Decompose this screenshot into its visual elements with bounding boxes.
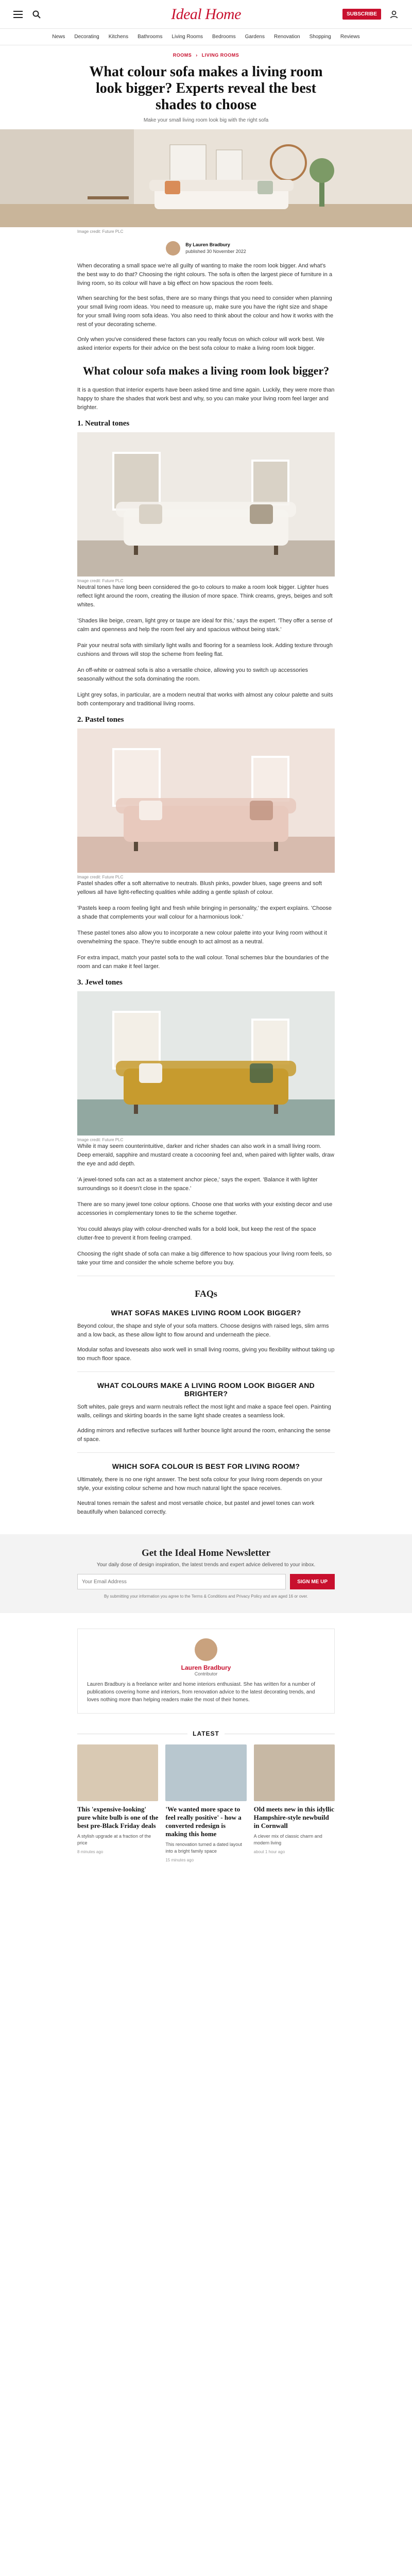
card-timestamp: 15 minutes ago (165, 1858, 194, 1862)
latest-card[interactable] (77, 1744, 158, 1862)
sofa-illustration (77, 728, 335, 873)
nav-item[interactable]: Reviews (340, 34, 360, 40)
divider (77, 1371, 335, 1372)
section-paragraph: 'Pastels keep a room feeling light and fresh while bringing in personality,' the expert explains. 'Choose a shade that complements your wall colour for a harmonious look.' (77, 905, 332, 920)
section-image (77, 432, 335, 577)
intro-paragraph: When searching for the best sofas, there are so many things that you need to consider when planning your small living room ideas. You need to measure up, make sure you have the right size and shape for your small living room sofa ideas. You also need to think about the colour and how it works with the rest of your decorating scheme. (77, 295, 334, 328)
newsletter-fine-print: By submitting your information you agree to the Terms & Conditions and Privacy Policy and are aged 16 or over. (104, 1594, 308, 1599)
article (0, 53, 412, 1517)
section-paragraph: Neutral tones have long been considered the go-to colours to make a room look bigger. Lighter hues reflect light around the room, creating the illusion of more space. Think creams, greys, beiges and soft whites. (77, 584, 333, 608)
site-header (0, 0, 412, 29)
latest-card[interactable] (254, 1744, 335, 1862)
section-paragraph: While it may seem counterintuitive, darker and richer shades can also work in a small living room. Deep emerald, sapphire and mustard create a cocooning feel and, when paired with lighter walls, draw the eye and add depth. (77, 1143, 334, 1167)
section-heading: What colour sofa makes a living room look bigger? (82, 364, 330, 377)
section-paragraph: 'A jewel-toned sofa can act as a statement anchor piece,' says the expert. 'Balance it with lighter surroundings so it doesn't close in the space.' (77, 1177, 318, 1192)
faq-answer: Adding mirrors and reflective surfaces will further bounce light around the room, enhancing the sense of space. (77, 1428, 331, 1443)
author-role: Contributor (194, 1671, 218, 1676)
card-title[interactable]: 'We wanted more space to feel really positive' - how a converted redesign is making this home (165, 1805, 242, 1838)
author-bio: Lauren Bradbury is a freelance writer and home interiors enthusiast. She has written for a number of publications covering home and interiors, from renovation advice to the latest decorating trends, and loves nothing more than helping readers make the most of their homes. (87, 1682, 316, 1703)
byline-text (185, 242, 246, 255)
card-subtitle: A stylish upgrade at a fraction of the price (77, 1834, 151, 1845)
nav-item[interactable]: Shopping (309, 34, 331, 40)
faq-question: WHAT COLOURS MAKE A LIVING ROOM LOOK BIGGER AND BRIGHTER? (97, 1381, 315, 1398)
article-sections (77, 419, 335, 1267)
nav-item[interactable]: Living Rooms (171, 34, 203, 40)
breadcrumb (77, 53, 335, 58)
author-name[interactable]: Lauren Bradbury (181, 1664, 231, 1671)
author-box-avatar (195, 1638, 217, 1661)
section-paragraph: Choosing the right shade of sofa can make a big difference to how spacious your living room feels, so take your time and consider the whole scheme before you buy. (77, 1251, 332, 1266)
section-paragraph: An off-white or oatmeal sofa is also a versatile choice, allowing you to switch up accessories seasonally without the sofa dominating the room. (77, 667, 308, 682)
breadcrumb-living-rooms[interactable]: LIVING ROOMS (201, 53, 239, 58)
nav-item[interactable]: Bedrooms (212, 34, 236, 40)
section-paragraph: Pair your neutral sofa with similarly light walls and flooring for a seamless look. Adding texture through cushions and throws will stop the scheme from feeling flat. (77, 642, 333, 657)
card-timestamp: 8 minutes ago (77, 1850, 104, 1854)
sofa-illustration (77, 991, 335, 1136)
image-caption: Image credit: Future PLC (77, 1138, 124, 1142)
section-paragraph: 'Shades like beige, cream, light grey or taupe are ideal for this,' says the expert. 'They offer a sense of calm and openness and help the room feel airy and spacious without being stark.' (77, 618, 333, 633)
byline-date: published 30 November 2022 (185, 249, 246, 254)
hero-image (0, 129, 412, 227)
faq-answer: Ultimately, there is no one right answer. The best sofa colour for your living room depends on your style, your existing colour scheme and how much natural light the space receives. (77, 1477, 322, 1492)
faq-answer: Soft whites, pale greys and warm neutrals reflect the most light and make a space feel open. Painting walls, ceilings and skirting boards in the same light shade creates a seamless look. (77, 1404, 331, 1419)
living-room-illustration (0, 129, 412, 227)
faq-answer: Beyond colour, the shape and style of your sofa matters. Choose designs with raised legs, slim arms and a low back, as these allow light to flow around and underneath the piece. (77, 1323, 329, 1338)
card-image[interactable] (77, 1744, 158, 1801)
image-caption: Image credit: Future PLC (77, 579, 124, 583)
card-title[interactable]: This 'expensive-looking' pure white bulb is one of the best pre-Black Friday deals (77, 1805, 159, 1829)
newsletter-title: Get the Ideal Home Newsletter (141, 1548, 271, 1558)
faq-title: FAQs (195, 1289, 217, 1299)
card-subtitle: This renovation turned a dated layout into a bright family space (165, 1842, 242, 1854)
intro-paragraph: Only when you've considered these factors can you really focus on which colour will work best. We asked interior experts for their advice on the best sofa colour to make a living room look bigger. (77, 336, 325, 351)
author-box (77, 1629, 335, 1714)
newsletter-signup (0, 1534, 412, 1613)
section-paragraph: There are so many jewel tone colour options. Choose one that works with your existing decor and use accessories in complementary tones to tie the scheme together. (77, 1201, 333, 1216)
nav-item[interactable]: Renovation (273, 34, 300, 40)
nav-item[interactable]: Decorating (74, 34, 99, 40)
subsection-title: 1. Neutral tones (77, 419, 130, 428)
faq-question: WHICH SOFA COLOUR IS BEST FOR LIVING ROOM? (112, 1462, 300, 1470)
subscribe-button[interactable]: SUBSCRIBE (342, 9, 381, 20)
section-image (77, 991, 335, 1136)
main-nav (0, 29, 412, 45)
faq-answer: Modular sofas and loveseats also work well in small living rooms, giving you flexibility without taking up too much floor space. (77, 1347, 335, 1362)
section-intro: It is a question that interior experts have been asked time and time again. Luckily, they were more than happy to share the shades that work best and why, so you can make your living room feel larger and brighter. (77, 387, 335, 411)
intro-paragraph: When decorating a small space we're all guilty of wanting to make the room look bigger. And what's the best way to do that? Choosing the right colours. The sofa is often the largest piece of furniture in a living room, so its colour will have a big effect on how spacious the room feels. (77, 263, 333, 286)
latest-cards (0, 1744, 412, 1862)
breadcrumb-rooms[interactable]: ROOMS (173, 53, 192, 58)
hero-caption: Image credit: Future PLC (77, 229, 124, 234)
section-paragraph: These pastel tones also allow you to incorporate a new colour palette into your living room without it overwhelming the space. They're subtle enough to act almost as a neutral. (77, 930, 327, 945)
user-icon[interactable] (388, 9, 400, 20)
header-right (307, 9, 400, 20)
sign-up-button[interactable]: SIGN ME UP (290, 1574, 335, 1589)
author-avatar (166, 241, 180, 256)
subsection-title: 2. Pastel tones (77, 716, 124, 724)
subsection-title: 3. Jewel tones (77, 978, 123, 987)
search-icon[interactable] (31, 9, 42, 20)
byline (77, 241, 335, 256)
nav-item[interactable]: News (52, 34, 65, 40)
latest-heading (77, 1730, 335, 1737)
newsletter-form (77, 1574, 335, 1589)
section-paragraph: Light grey sofas, in particular, are a modern neutral that works with almost any colour palette and suits both contemporary and traditional living rooms. (77, 692, 333, 707)
section-image (77, 728, 335, 873)
email-field[interactable] (77, 1574, 286, 1589)
latest-label: LATEST (193, 1730, 219, 1737)
menu-icon[interactable] (12, 9, 24, 20)
card-title[interactable]: Old meets new in this idyllic Hampshire-style newbuild in Cornwall (253, 1805, 335, 1829)
byline-author[interactable]: By Lauren Bradbury (185, 242, 230, 247)
nav-item[interactable]: Gardens (245, 34, 265, 40)
faq-list (77, 1309, 335, 1517)
card-image[interactable] (254, 1744, 335, 1801)
header-left (12, 9, 105, 20)
sofa-illustration (77, 432, 335, 577)
newsletter-subtitle: Your daily dose of design inspiration, the latest trends and expert advice delivered to your inbox. (96, 1562, 316, 1568)
section-paragraph: For extra impact, match your pastel sofa to the wall colour. Tonal schemes blur the boundaries of the room and can make it feel larger. (77, 955, 329, 970)
page-title: What colour sofa makes a living room look bigger? Experts reveal the best shades to choose (89, 64, 323, 113)
faq-question: WHAT SOFAS MAKES LIVING ROOM LOOK BIGGER? (111, 1309, 301, 1317)
card-timestamp: about 1 hour ago (253, 1850, 285, 1854)
divider (77, 1452, 335, 1453)
nav-item[interactable]: Bathrooms (138, 34, 163, 40)
card-subtitle: A clever mix of classic charm and modern living (253, 1834, 322, 1845)
breadcrumb-separator: › (196, 53, 198, 58)
site-logo[interactable]: Ideal Home (171, 5, 241, 23)
image-caption: Image credit: Future PLC (77, 875, 124, 879)
latest-card[interactable] (165, 1744, 246, 1862)
article-intro (77, 262, 335, 353)
nav-item[interactable]: Kitchens (108, 34, 129, 40)
standfirst: Make your small living room look big with the right sofa (143, 117, 269, 123)
card-image[interactable] (165, 1744, 246, 1801)
section-paragraph: Pastel shades offer a soft alternative to neutrals. Blush pinks, powder blues, sage greens and soft yellows all have light-reflecting qualities while adding a gentle splash of colour. (77, 880, 322, 895)
faq-answer: Neutral tones remain the safest and most versatile choice, but pastel and jewel tones can work beautifully when balanced correctly. (77, 1500, 315, 1515)
section-paragraph: You could always play with colour-drenched walls for a bold look, but keep the rest of the space clutter-free to prevent it from feeling cramped. (77, 1226, 316, 1241)
